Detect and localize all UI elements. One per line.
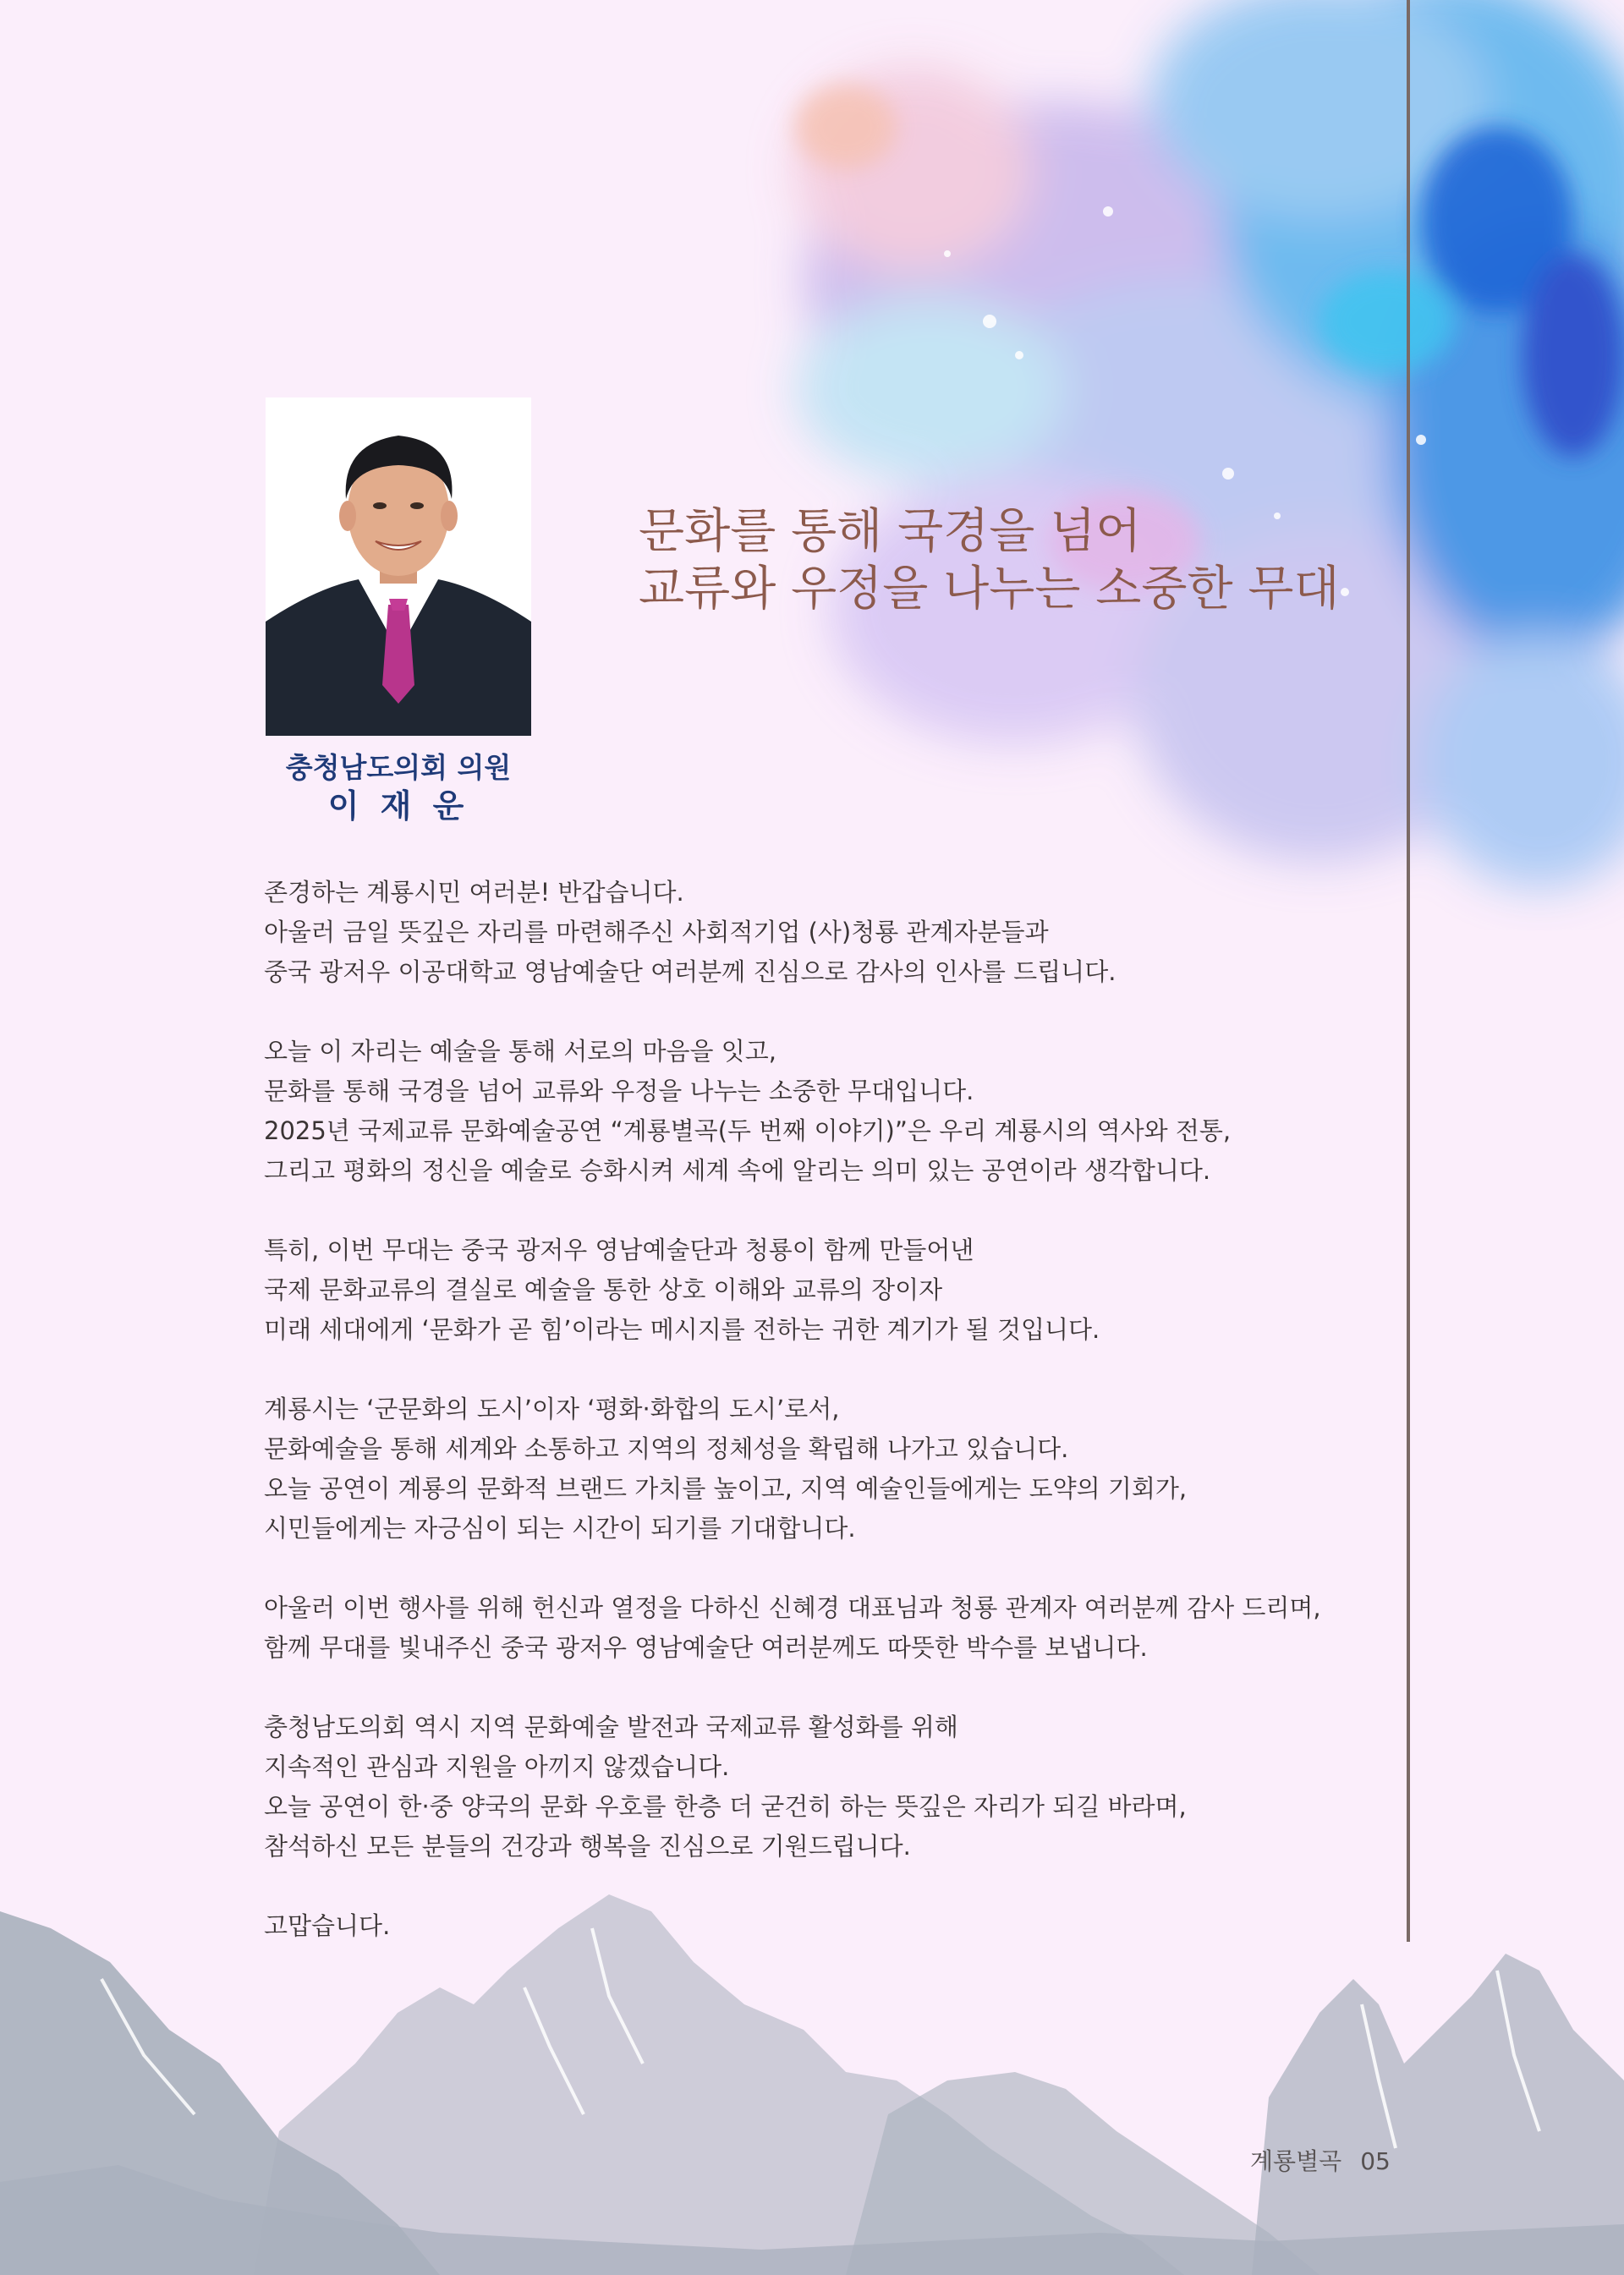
portrait-photo: [266, 397, 531, 736]
letter-body: [264, 873, 1397, 1986]
page-footer: [1250, 2143, 1391, 2177]
body-line: 계룡시는 ‘군문화의 도시’이자 ‘평화·화합의 도시’로서,: [264, 1395, 840, 1423]
publication-name: 계룡별곡: [1250, 2147, 1342, 2175]
paragraph-4: [264, 1390, 1397, 1549]
body-line: 특히, 이번 무대는 중국 광저우 영남예술단과 청룡이 함께 만들어낸: [264, 1236, 974, 1264]
title-line-1: 문화를 통해 국경을 넘어: [639, 504, 1142, 559]
body-line: 국제 문화교류의 결실로 예술을 통한 상호 이해와 교류의 장이자: [264, 1275, 943, 1304]
watercolor-background: [0, 0, 1624, 930]
paragraph-1: [264, 873, 1397, 992]
body-line: 지속적인 관심과 지원을 아끼지 않겠습니다.: [264, 1752, 730, 1781]
body-line: 중국 광저우 이공대학교 영남예술단 여러분께 진심으로 감사의 인사를 드립니다.: [264, 957, 1116, 986]
body-line: 그리고 평화의 정신을 예술로 승화시켜 세계 속에 알리는 의미 있는 공연이라 생각합니다.: [264, 1156, 1211, 1185]
caption-role: 충청남도의회 의원: [285, 751, 512, 784]
paragraph-5: [264, 1588, 1397, 1668]
vertical-rule: [1407, 0, 1410, 1942]
paragraph-7: [264, 1906, 1397, 1946]
paragraph-2: [264, 1032, 1397, 1191]
body-line: 존경하는 계룡시민 여러분! 반갑습니다.: [264, 878, 684, 907]
body-line: 참석하신 모든 분들의 건강과 행복을 진심으로 기원드립니다.: [264, 1832, 911, 1861]
body-line: 고맙습니다.: [264, 1911, 391, 1940]
paragraph-6: [264, 1708, 1397, 1867]
body-line: 아울러 이번 행사를 위해 헌신과 열정을 다하신 신혜경 대표님과 청룡 관계자 여러분께 감사 드리며,: [264, 1593, 1321, 1622]
page-number: 05: [1360, 2147, 1391, 2175]
body-line: 오늘 이 자리는 예술을 통해 서로의 마음을 잇고,: [264, 1037, 777, 1066]
body-line: 함께 무대를 빛내주신 중국 광저우 영남예술단 여러분께도 따뜻한 박수를 보냅니다.: [264, 1633, 1148, 1662]
body-line: 시민들에게는 자긍심이 되는 시간이 되기를 기대합니다.: [264, 1514, 856, 1543]
body-line: 미래 세대에게 ‘문화가 곧 힘’이라는 메시지를 전하는 귀한 계기가 될 것입니다.: [264, 1315, 1100, 1344]
paragraph-3: [264, 1231, 1397, 1350]
body-line: 충청남도의회 역시 지역 문화예술 발전과 국제교류 활성화를 위해: [264, 1713, 958, 1741]
title-line-2: 교류와 우정을 나누는 소중한 무대: [639, 562, 1340, 617]
body-line: 아울러 금일 뜻깊은 자리를 마련해주신 사회적기업 (사)청룡 관계자분들과: [264, 918, 1049, 946]
page-title: [639, 503, 1383, 618]
body-line: 오늘 공연이 계룡의 문화적 브랜드 가치를 높이고, 지역 예술인들에게는 도약의 기회가,: [264, 1474, 1188, 1503]
body-line: 2025년 국제교류 문화예술공연 “계룡별곡(두 번째 이야기)”은 우리 계룡시의 역사와 전통,: [264, 1116, 1232, 1145]
body-line: 문화를 통해 국경을 넘어 교류와 우정을 나누는 소중한 무대입니다.: [264, 1077, 974, 1105]
body-line: 문화예술을 통해 세계와 소통하고 지역의 정체성을 확립해 나가고 있습니다.: [264, 1434, 1069, 1463]
caption-name: 이 재 운: [327, 787, 469, 825]
body-line: 오늘 공연이 한·중 양국의 문화 우호를 한층 더 굳건히 하는 뜻깊은 자리가 되길 바라며,: [264, 1792, 1187, 1821]
